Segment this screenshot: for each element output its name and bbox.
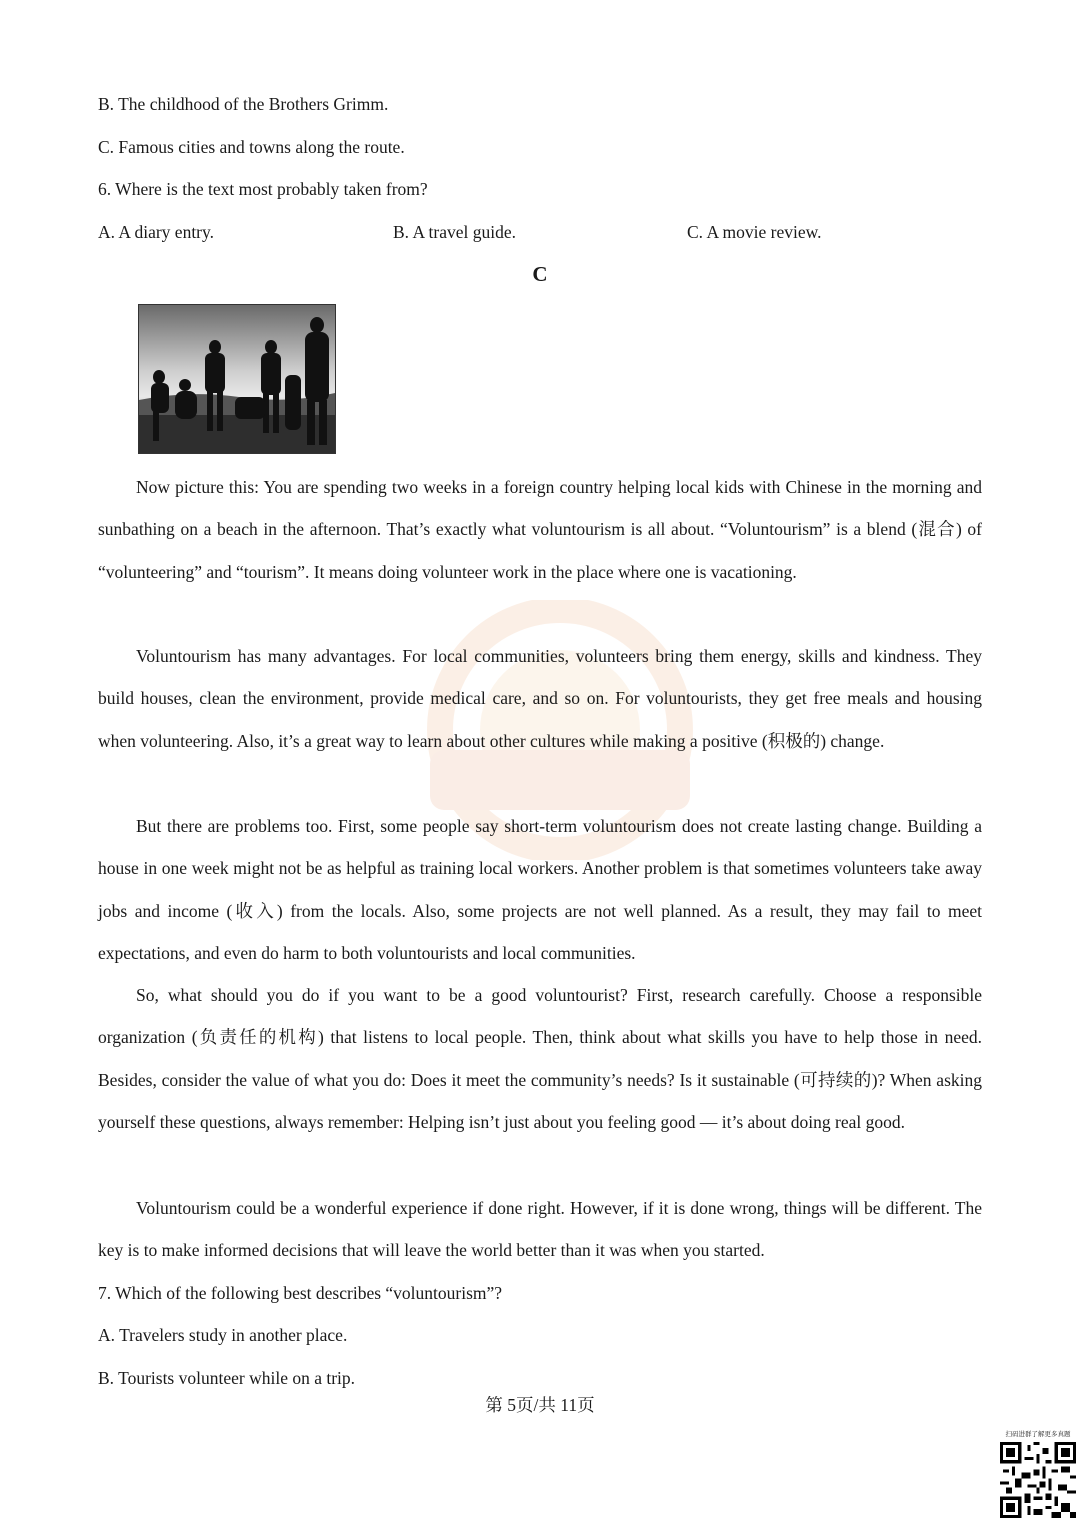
passage-paragraph-2: Voluntourism has many advantages. For local communities, volunteers bring them energy, skills and kindness. They build houses, clean the environment, provide medical care, and so on. For voluntourists, they get free meals and housing when volunteering. Also, it’s a great way to learn about other cultures while making a positive (积极的) change. bbox=[98, 646, 982, 751]
passage-paragraph-1: Now picture this: You are spending two weeks in a foreign country helping local kids with Chinese in the morning and sunbathing on a beach in the afternoon. That’s exactly what voluntourism is all about. “Voluntourism” is a blend (混合) of “volunteering” and “tourism”. It means doing volunteer work in the place where one is vacationing. bbox=[98, 477, 982, 582]
question-7-stem: 7. Which of the following best describes “voluntourism”? bbox=[98, 1283, 503, 1303]
option-6b: B. A travel guide. bbox=[393, 222, 516, 242]
option-7a: A. Travelers study in another place. bbox=[98, 1325, 348, 1345]
passage-paragraph-4: So, what should you do if you want to be a good voluntourist? First, research carefully. Choose a responsible organization (负责任的机构) that listens to local people. Then, think about what skills you have to help those in need. Besides, consider the value of what you do: Does it meet the community’s needs? Is it sustainable (可持续的)? When asking yourself these questions, always remember: Helping isn’t just about you feeling good — it’s about doing real good. bbox=[98, 985, 982, 1133]
passage-paragraph-5: Voluntourism could be a wonderful experience if done right. However, if it is done wrong, things will be different. The key is to make informed decisions that will leave the world better than it was when you started. bbox=[98, 1198, 982, 1261]
option-6a: A. A diary entry. bbox=[98, 222, 214, 242]
volunteers-photo bbox=[138, 304, 336, 454]
option-5b: B. The childhood of the Brothers Grimm. bbox=[98, 94, 389, 114]
passage-paragraph-3: But there are problems too. First, some people say short-term voluntourism does not create lasting change. Building a house in one week might not be as helpful as training local workers. Another problem is that sometimes volunteers take away jobs and income (收入) from the locals. Also, some projects are not well planned. As a result, they may fail to meet expectations, and even do harm to both voluntourists and local communities. bbox=[98, 816, 982, 964]
section-label: C bbox=[532, 262, 548, 286]
qr-caption: 扫码进群了解更多真题 bbox=[1005, 1430, 1071, 1438]
option-6c: C. A movie review. bbox=[687, 222, 822, 242]
page-number: 第 5页/共 11页 bbox=[485, 1395, 595, 1415]
option-7b: B. Tourists volunteer while on a trip. bbox=[98, 1368, 356, 1388]
option-5c: C. Famous cities and towns along the route. bbox=[98, 137, 405, 157]
qr-code-icon[interactable] bbox=[1000, 1442, 1076, 1518]
question-6-stem: 6. Where is the text most probably taken from? bbox=[98, 179, 428, 199]
